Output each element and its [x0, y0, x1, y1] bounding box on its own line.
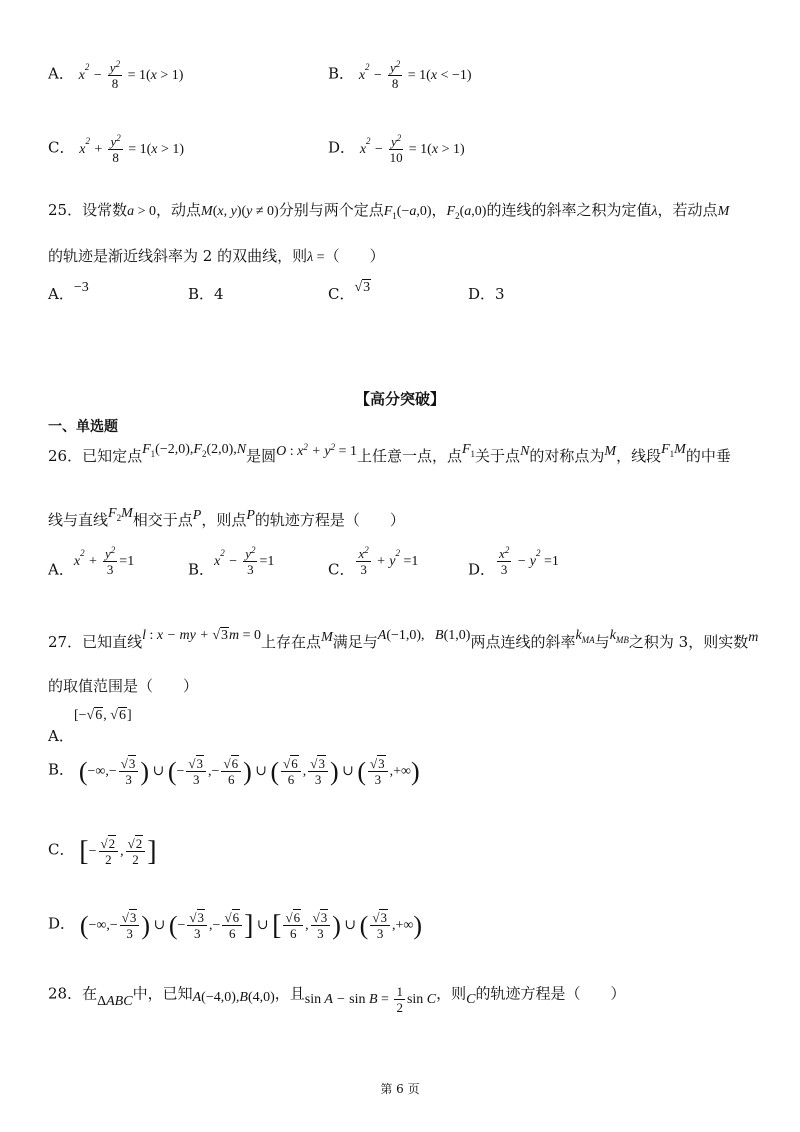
section-subtitle: 一、单选题: [48, 419, 118, 435]
math-f2m: $F_2M$: [108, 506, 133, 523]
math-points: $F_1(-2,0),F_2(2,0),N$: [142, 442, 247, 459]
option-label: A．: [48, 64, 74, 83]
q27-line-1: [48, 628, 759, 658]
q25-line-2: [48, 246, 385, 268]
q28-line-1: [48, 980, 626, 1015]
text: 的连线的斜率之积为定值: [486, 201, 652, 219]
math-lambda-eq: λ =: [307, 250, 325, 265]
question-number: 26．: [48, 447, 83, 465]
option-label: C．: [48, 840, 75, 859]
text: 是圆: [246, 447, 277, 465]
option-label: C．: [48, 138, 75, 157]
math-line-l: l : x − my + √3m = 0: [142, 628, 262, 643]
question-number: 28．: [48, 984, 83, 1003]
question-number: 25．: [48, 201, 83, 219]
math-p: P: [192, 508, 202, 523]
math-p: P: [246, 508, 255, 523]
math-c: C: [466, 991, 476, 1007]
option-label: D．: [468, 560, 496, 579]
text: 相交于点: [132, 511, 193, 529]
q27-option-d: [48, 910, 422, 941]
math-m: M: [604, 444, 617, 459]
text: 中，已知: [132, 984, 193, 1003]
q24-option-c: [48, 134, 184, 165]
q27-line-2: 的取值范围是（ ）: [48, 677, 199, 695]
option-label: C．: [328, 285, 355, 303]
q26-line-2: [48, 506, 405, 536]
option-formula: $x^2$ − $\frac{y^2}{10}$ = 1(x > 1): [359, 133, 465, 165]
q25-option-b: B．4: [188, 285, 224, 303]
text: 两点连线的斜率: [470, 633, 576, 651]
option-label: D．: [328, 138, 356, 157]
option-formula: (−∞,− $\frac{√3}{3}$ ) ∪ (− $\frac{√3}{3}$ ,− $\frac{√6}{6}$ ) ∪ ( $\frac{√6}{6}$ , $\frac{√3}{3}$ ) ∪ ( $\frac{√3}{3}$ ,+∞): [78, 756, 420, 787]
text: 已知直线: [82, 633, 143, 651]
math-f1m: $F_1M$: [661, 442, 686, 459]
text: ，: [431, 201, 447, 219]
q26-line-1: [48, 442, 731, 472]
q26-option-c: [328, 545, 419, 587]
math-ab: A(−4,0),B(4,0): [192, 989, 275, 1005]
math-triangle: ΔABC: [97, 993, 133, 1009]
option-formula: √3: [354, 280, 371, 295]
text: 在: [82, 984, 98, 1003]
option-formula: $\frac{x^2}{3}$ + $y^2 =1$: [358, 545, 419, 577]
q26-option-d: [468, 545, 559, 587]
text: 上存在点: [261, 633, 322, 651]
math-sine: sin A − sin B = $\frac{1}{2}$ sin C: [304, 984, 437, 1015]
q27-option-a: [48, 706, 132, 746]
option-label: B．: [328, 64, 355, 83]
option-label: B．: [48, 760, 75, 779]
text: ，若动点: [657, 201, 718, 219]
math-f2: $F_2(a,0)$: [446, 204, 487, 221]
option-formula: [−√6, √6]: [74, 708, 132, 723]
math-lambda: λ: [651, 204, 658, 219]
math-n: N: [520, 444, 530, 459]
text: 满足与: [332, 633, 378, 651]
text: 已知定点: [82, 447, 143, 465]
math-m-lower: m: [748, 630, 759, 645]
q25-line-1: [48, 200, 729, 226]
q25-option-a: [48, 280, 89, 306]
text: ，则点: [201, 511, 247, 529]
option-value: −3: [73, 280, 89, 295]
option-label: A．: [48, 727, 74, 745]
text: 的轨迹方程是（ ）: [254, 511, 405, 529]
q24-option-a: [48, 60, 183, 91]
math-m: M: [717, 204, 730, 219]
option-formula: $x^2$ + $\frac{y^2}{8}$ = 1(x > 1): [79, 133, 185, 165]
text: ，动点: [156, 201, 202, 219]
math-f1: $F_1$: [461, 442, 476, 459]
text: 设常数: [82, 201, 128, 219]
text: 的轨迹是渐近线斜率为 2 的双曲线，则: [48, 247, 308, 265]
math-kma: $k_{MA}$: [575, 628, 595, 645]
math-point-m: M(x, y)(y ≠ 0): [201, 204, 279, 219]
question-number: 27．: [48, 633, 83, 651]
math-circle: O : $x^2 + y^2 = 1$: [276, 442, 357, 459]
option-formula: $x^2$ + $\frac{y^2}{3}$ =1: [73, 545, 135, 577]
text: 线与直线: [48, 511, 109, 529]
q25-option-d: D．3: [468, 285, 505, 303]
math-kmb: $k_{MB}$: [609, 628, 629, 645]
math-m: M: [321, 630, 333, 645]
option-formula: (−∞,− $\frac{√3}{3}$ ) ∪ (− $\frac{√3}{3}$ ,− $\frac{√6}{6}$ ] ∪ [ $\frac{√6}{6}$ , $\frac{√3}{3}$ ) ∪ ( $\frac{√3}{3}$ ,+∞): [79, 909, 423, 941]
q26-option-b: [188, 545, 275, 587]
text: 的对称点为: [529, 447, 605, 465]
text: 上任意一点，点: [356, 447, 462, 465]
q24-option-d: [328, 134, 465, 165]
option-label: D．: [48, 914, 76, 933]
text: （ ）: [324, 247, 385, 265]
option-label: A．: [48, 560, 74, 579]
option-formula: [− $\frac{√2}{2}$ , $\frac{√2}{2}$ ]: [79, 835, 157, 867]
page-footer: 第 6 页: [380, 1082, 420, 1096]
option-label: C．: [328, 560, 355, 579]
q27-option-b: [48, 756, 420, 787]
text: 之积为 3，则实数: [628, 633, 749, 651]
text: 的轨迹方程是（ ）: [475, 984, 626, 1003]
text: 的中垂: [685, 447, 731, 465]
option-label: B．: [188, 560, 215, 579]
q27-option-c: [48, 836, 157, 867]
text: ，则: [436, 984, 467, 1003]
q24-option-b: [328, 60, 472, 91]
option-formula: $x^2$ − $\frac{y^2}{8}$ = 1(x > 1): [78, 59, 184, 91]
math-f1: $F_1(-a,0)$: [383, 204, 432, 221]
section-title: 【高分突破】: [354, 390, 445, 408]
q25-option-c: [328, 280, 371, 306]
q26-option-a: [48, 545, 135, 587]
option-formula: $x^2$ − $\frac{y^2}{3}$ =1: [214, 545, 275, 577]
option-formula: $x^2$ − $\frac{y^2}{8}$ = 1(x < −1): [358, 59, 472, 91]
text: 与: [594, 633, 610, 651]
text: ，线段: [616, 447, 662, 465]
math-ab: A(−1,0), B(1,0): [377, 628, 471, 643]
option-label: A．: [48, 285, 74, 303]
option-formula: $\frac{x^2}{3}$ − $y^2 =1$: [499, 545, 559, 577]
text: 关于点: [475, 447, 521, 465]
text: 分别与两个定点: [278, 201, 384, 219]
math-a-gt-0: a > 0: [127, 204, 157, 219]
text: ，且: [274, 984, 305, 1003]
